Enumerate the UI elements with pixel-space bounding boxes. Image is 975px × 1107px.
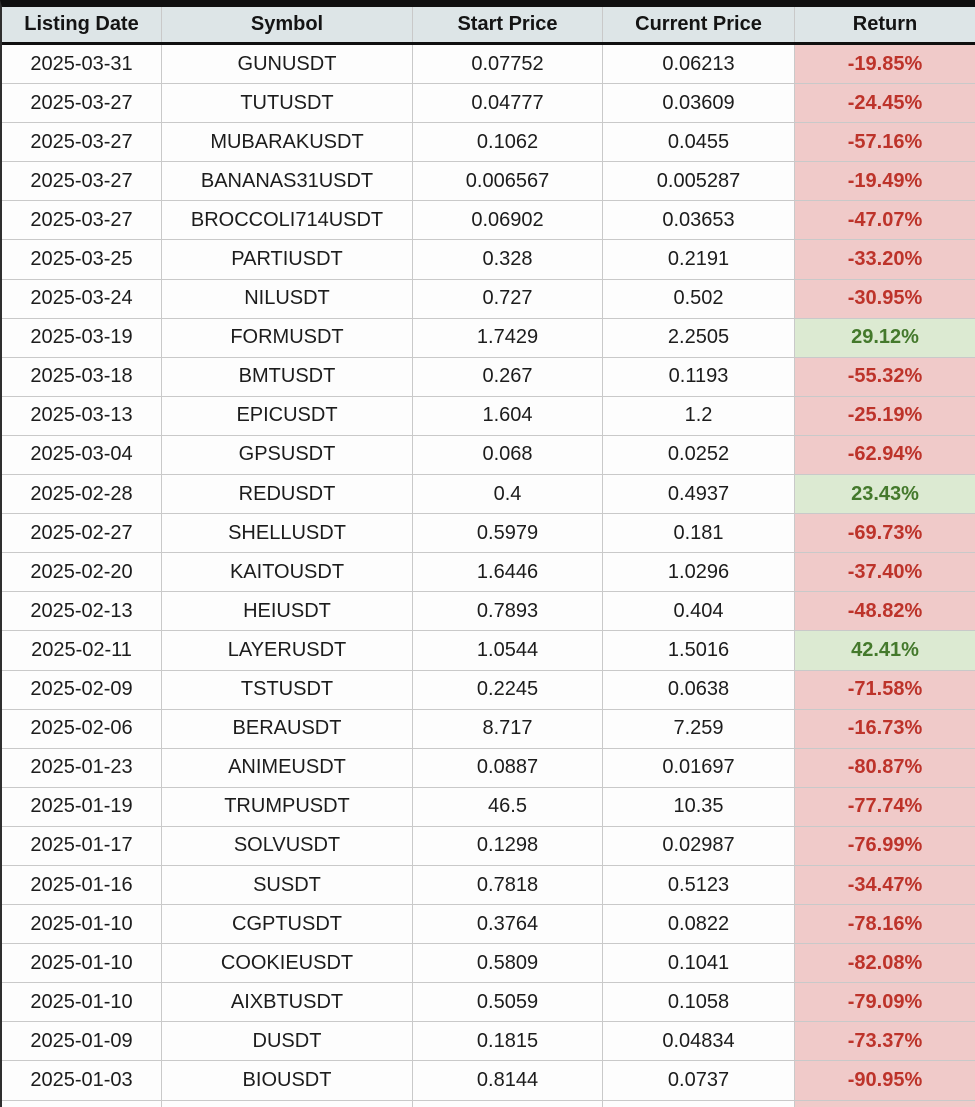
cell-date[interactable]: 2025-03-19 — [2, 319, 162, 357]
cell-symbol[interactable]: HEIUSDT — [162, 592, 413, 630]
cell-current-price[interactable]: 1.2 — [603, 397, 795, 435]
cell-symbol[interactable]: REDUSDT — [162, 475, 413, 513]
cell-date[interactable]: 2025-03-31 — [2, 45, 162, 83]
cell-symbol[interactable]: FORMUSDT — [162, 319, 413, 357]
cell-current-price[interactable] — [603, 1101, 795, 1107]
cell-symbol[interactable]: COOKIEUSDT — [162, 944, 413, 982]
cell-date[interactable]: 2025-02-11 — [2, 631, 162, 669]
cell-symbol[interactable]: KAITOUSDT — [162, 553, 413, 591]
cell-start-price[interactable]: 0.04777 — [413, 84, 603, 122]
cell-start-price[interactable]: 0.727 — [413, 280, 603, 318]
cell-date[interactable]: 2025-02-13 — [2, 592, 162, 630]
cell-return[interactable]: -80.87% — [795, 749, 975, 787]
cell-current-price[interactable]: 0.0822 — [603, 905, 795, 943]
cell-return[interactable]: -55.32% — [795, 358, 975, 396]
cell-date[interactable]: 2025-02-20 — [2, 553, 162, 591]
cell-current-price[interactable]: 0.404 — [603, 592, 795, 630]
table-row — [2, 1061, 975, 1100]
cell-symbol[interactable]: BERAUSDT — [162, 710, 413, 748]
header-cell-current-price[interactable]: Current Price — [603, 7, 795, 42]
cell-start-price[interactable]: 0.1298 — [413, 827, 603, 865]
table-row — [2, 671, 975, 710]
cell-start-price[interactable]: 0.1815 — [413, 1022, 603, 1060]
cell-date[interactable]: 2025-02-28 — [2, 475, 162, 513]
cell-current-price[interactable]: 0.01697 — [603, 749, 795, 787]
header-cell-return[interactable]: Return — [852, 13, 918, 35]
cell-date[interactable]: 2025-03-25 — [2, 240, 162, 278]
cell-start-price[interactable]: 1.0544 — [413, 631, 603, 669]
cell-current-price[interactable]: 0.181 — [603, 514, 795, 552]
cell-date[interactable]: 2025-03-27 — [2, 162, 162, 200]
cell-symbol[interactable]: SHELLUSDT — [162, 514, 413, 552]
table-row — [2, 1022, 975, 1061]
cell-current-price[interactable]: 0.0737 — [603, 1061, 795, 1099]
table-row — [2, 319, 975, 358]
table-row — [2, 983, 975, 1022]
cell-current-price[interactable]: 0.06213 — [603, 45, 795, 83]
cell-return[interactable] — [795, 1101, 975, 1107]
cell-date[interactable]: 2025-03-13 — [2, 397, 162, 435]
cell-symbol[interactable]: TUTUSDT — [162, 84, 413, 122]
cell-current-price[interactable]: 1.0296 — [603, 553, 795, 591]
cell-current-price[interactable]: 0.04834 — [603, 1022, 795, 1060]
cell-start-price[interactable]: 1.6446 — [413, 553, 603, 591]
table-row — [2, 201, 975, 240]
table-row — [2, 631, 975, 670]
cell-return[interactable]: -19.85% — [795, 45, 975, 83]
cell-date[interactable] — [2, 1101, 162, 1107]
cell-return[interactable]: -71.58% — [795, 671, 975, 709]
table-row — [2, 123, 975, 162]
table-row — [2, 944, 975, 983]
cell-return[interactable]: -78.16% — [795, 905, 975, 943]
cell-start-price[interactable]: 0.5059 — [413, 983, 603, 1021]
table-row — [2, 592, 975, 631]
cell-date[interactable]: 2025-02-06 — [2, 710, 162, 748]
cell-symbol[interactable]: NILUSDT — [162, 280, 413, 318]
table-row — [2, 162, 975, 201]
cell-return[interactable]: -16.73% — [795, 710, 975, 748]
cell-date[interactable]: 2025-02-09 — [2, 671, 162, 709]
cell-date[interactable]: 2025-01-10 — [2, 905, 162, 943]
cell-date[interactable]: 2025-03-24 — [2, 280, 162, 318]
cell-start-price[interactable]: 0.1062 — [413, 123, 603, 161]
table-row — [2, 397, 975, 436]
cell-start-price[interactable]: 0.06902 — [413, 201, 603, 239]
cell-date[interactable]: 2025-01-10 — [2, 944, 162, 982]
cell-symbol[interactable]: BMTUSDT — [162, 358, 413, 396]
cell-date[interactable]: 2025-03-18 — [2, 358, 162, 396]
cell-date[interactable]: 2025-01-19 — [2, 788, 162, 826]
cell-start-price[interactable]: 0.5809 — [413, 944, 603, 982]
cell-start-price[interactable]: 0.4 — [413, 475, 603, 513]
cell-date[interactable]: 2025-01-10 — [2, 983, 162, 1021]
cell-current-price[interactable]: 0.502 — [603, 280, 795, 318]
cell-symbol[interactable] — [162, 1101, 413, 1107]
cell-current-price[interactable]: 0.5123 — [603, 866, 795, 904]
cell-current-price[interactable]: 0.03609 — [603, 84, 795, 122]
cell-current-price[interactable]: 0.1193 — [603, 358, 795, 396]
cell-return[interactable]: -30.95% — [795, 280, 975, 318]
cell-start-price[interactable]: 8.717 — [413, 710, 603, 748]
cell-symbol[interactable]: SOLVUSDT — [162, 827, 413, 865]
cell-start-price[interactable]: 1.7429 — [413, 319, 603, 357]
header-cell-start-price[interactable]: Start Price — [413, 7, 603, 42]
cell-return[interactable]: -33.20% — [795, 240, 975, 278]
table-row — [2, 358, 975, 397]
cell-start-price[interactable]: 0.2245 — [413, 671, 603, 709]
table-row — [2, 905, 975, 944]
table-row — [2, 788, 975, 827]
cell-date[interactable]: 2025-01-23 — [2, 749, 162, 787]
cell-return[interactable]: -69.73% — [795, 514, 975, 552]
table-row — [2, 866, 975, 905]
cell-start-price[interactable]: 0.07752 — [413, 45, 603, 83]
cell-symbol[interactable]: BIOUSDT — [162, 1061, 413, 1099]
cell-date[interactable]: 2025-03-27 — [2, 123, 162, 161]
cell-start-price[interactable]: 0.3764 — [413, 905, 603, 943]
table-row — [2, 553, 975, 592]
table-row — [2, 84, 975, 123]
cell-symbol[interactable]: CGPTUSDT — [162, 905, 413, 943]
cell-current-price[interactable]: 0.0455 — [603, 123, 795, 161]
cell-date[interactable]: 2025-01-03 — [2, 1061, 162, 1099]
cell-return[interactable]: -37.40% — [795, 553, 975, 591]
cell-current-price[interactable]: 0.1041 — [603, 944, 795, 982]
cell-symbol[interactable]: EPICUSDT — [162, 397, 413, 435]
cell-current-price[interactable]: 2.2505 — [603, 319, 795, 357]
cell-date[interactable]: 2025-03-27 — [2, 201, 162, 239]
cell-symbol[interactable]: BROCCOLI714USDT — [162, 201, 413, 239]
cell-date[interactable]: 2025-03-27 — [2, 84, 162, 122]
cell-symbol[interactable]: TRUMPUSDT — [162, 788, 413, 826]
cell-date[interactable]: 2025-01-09 — [2, 1022, 162, 1060]
cell-return[interactable]: -73.37% — [795, 1022, 975, 1060]
cell-start-price[interactable]: 0.7818 — [413, 866, 603, 904]
cell-symbol[interactable]: MUBARAKUSDT — [162, 123, 413, 161]
table-row — [2, 749, 975, 788]
cell-return[interactable]: -24.45% — [795, 84, 975, 122]
cell-return[interactable]: -19.49% — [795, 162, 975, 200]
cell-start-price[interactable]: 0.5979 — [413, 514, 603, 552]
cell-start-price[interactable]: 0.0887 — [413, 749, 603, 787]
cell-start-price[interactable]: 0.006567 — [413, 162, 603, 200]
cell-start-price[interactable]: 0.7893 — [413, 592, 603, 630]
cell-current-price[interactable]: 0.02987 — [603, 827, 795, 865]
cell-return[interactable]: -76.99% — [795, 827, 975, 865]
table-row — [2, 827, 975, 866]
cell-symbol[interactable]: LAYERUSDT — [162, 631, 413, 669]
cell-start-price[interactable] — [413, 1101, 603, 1107]
cell-symbol[interactable]: DUSDT — [162, 1022, 413, 1060]
header-cell-listing-date[interactable]: Listing Date — [2, 7, 162, 42]
table-row — [2, 436, 975, 475]
cell-return[interactable]: 29.12% — [795, 319, 975, 357]
cell-start-price[interactable]: 0.267 — [413, 358, 603, 396]
cell-return[interactable]: -79.09% — [795, 983, 975, 1021]
cell-current-price[interactable]: 0.0638 — [603, 671, 795, 709]
cell-symbol[interactable]: SUSDT — [162, 866, 413, 904]
header-cell-symbol[interactable]: Symbol — [162, 7, 413, 42]
cell-current-price[interactable]: 7.259 — [603, 710, 795, 748]
cell-start-price[interactable]: 1.604 — [413, 397, 603, 435]
cell-date[interactable]: 2025-01-16 — [2, 866, 162, 904]
cell-current-price[interactable]: 0.005287 — [603, 162, 795, 200]
cell-current-price[interactable]: 0.2191 — [603, 240, 795, 278]
cell-return[interactable]: -34.47% — [795, 866, 975, 904]
cell-date[interactable]: 2025-02-27 — [2, 514, 162, 552]
cell-symbol[interactable]: AIXBTUSDT — [162, 983, 413, 1021]
cell-current-price[interactable]: 1.5016 — [603, 631, 795, 669]
cell-date[interactable]: 2025-03-04 — [2, 436, 162, 474]
cell-return[interactable]: -90.95% — [795, 1061, 975, 1099]
cell-return[interactable]: -48.82% — [795, 592, 975, 630]
cell-current-price[interactable]: 0.4937 — [603, 475, 795, 513]
cell-return[interactable]: 23.43% — [795, 475, 975, 513]
cell-return[interactable]: 42.41% — [795, 631, 975, 669]
cell-return[interactable]: -77.74% — [795, 788, 975, 826]
cell-symbol[interactable]: ANIMEUSDT — [162, 749, 413, 787]
cell-return[interactable]: -62.94% — [795, 436, 975, 474]
cell-current-price[interactable]: 0.03653 — [603, 201, 795, 239]
table-header-row — [2, 7, 975, 45]
cell-start-price[interactable]: 0.068 — [413, 436, 603, 474]
table-row-partial — [2, 1101, 975, 1107]
cell-return[interactable]: -47.07% — [795, 201, 975, 239]
table-row — [2, 514, 975, 553]
cell-current-price[interactable]: 10.35 — [603, 788, 795, 826]
cell-symbol[interactable]: PARTIUSDT — [162, 240, 413, 278]
cell-return[interactable]: -57.16% — [795, 123, 975, 161]
cell-date[interactable]: 2025-01-17 — [2, 827, 162, 865]
cell-start-price[interactable]: 0.8144 — [413, 1061, 603, 1099]
cell-current-price[interactable]: 0.0252 — [603, 436, 795, 474]
cell-return[interactable]: -25.19% — [795, 397, 975, 435]
table-row — [2, 710, 975, 749]
cell-start-price[interactable]: 46.5 — [413, 788, 603, 826]
cell-start-price[interactable]: 0.328 — [413, 240, 603, 278]
cell-symbol[interactable]: TSTUSDT — [162, 671, 413, 709]
table-row — [2, 45, 975, 84]
cell-symbol[interactable]: BANANAS31USDT — [162, 162, 413, 200]
cell-symbol[interactable]: GPSUSDT — [162, 436, 413, 474]
cell-current-price[interactable]: 0.1058 — [603, 983, 795, 1021]
cell-return[interactable]: -82.08% — [795, 944, 975, 982]
table-row — [2, 475, 975, 514]
table-row — [2, 240, 975, 279]
table-row — [2, 280, 975, 319]
cell-symbol[interactable]: GUNUSDT — [162, 45, 413, 83]
